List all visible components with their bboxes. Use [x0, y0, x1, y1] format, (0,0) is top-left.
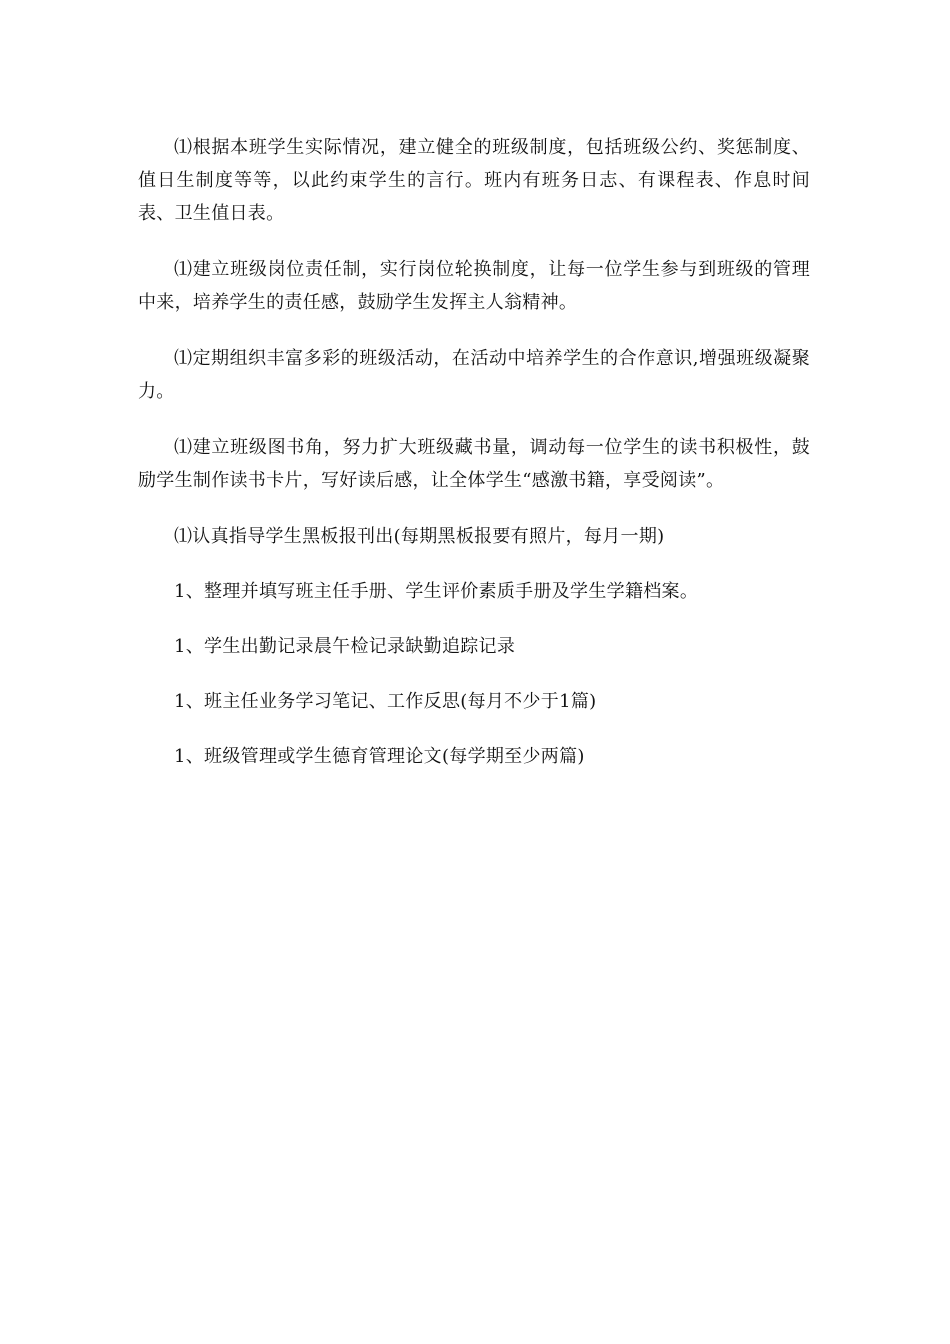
paragraph-book-corner: ⑴建立班级图书角，努力扩大班级藏书量，调动每一位学生的读书积极性，鼓励学生制作读书卡片，写好读后感，让全体学生“感激书籍，享受阅读”。 — [138, 437, 810, 491]
paragraph-study-notes: 1、班主任业务学习笔记、工作反思(每月不少于1篇) — [174, 691, 597, 712]
paragraph-papers: 1、班级管理或学生德育管理论文(每学期至少两篇) — [174, 746, 585, 767]
paragraph-blackboard: ⑴认真指导学生黑板报刊出(每期黑板报要有照片，每月一期) — [174, 526, 665, 547]
document-body — [138, 131, 810, 795]
paragraph-class-rules: ⑴根据本班学生实际情况，建立健全的班级制度，包括班级公约、奖惩制度、值日生制度等等，以此约束学生的言行。班内有班务日志、有课程表、作息时间表、卫生值日表。 — [138, 137, 810, 224]
paragraph-class-activities: ⑴定期组织丰富多彩的班级活动，在活动中培养学生的合作意识,增强班级凝聚力。 — [138, 348, 810, 402]
paragraph-handbooks: 1、整理并填写班主任手册、学生评价素质手册及学生学籍档案。 — [174, 581, 699, 602]
paragraph-job-responsibility: ⑴建立班级岗位责任制，实行岗位轮换制度，让每一位学生参与到班级的管理中来，培养学生的责任感，鼓励学生发挥主人翁精神。 — [138, 259, 810, 313]
paragraph-attendance: 1、学生出勤记录晨午检记录缺勤追踪记录 — [174, 636, 516, 657]
